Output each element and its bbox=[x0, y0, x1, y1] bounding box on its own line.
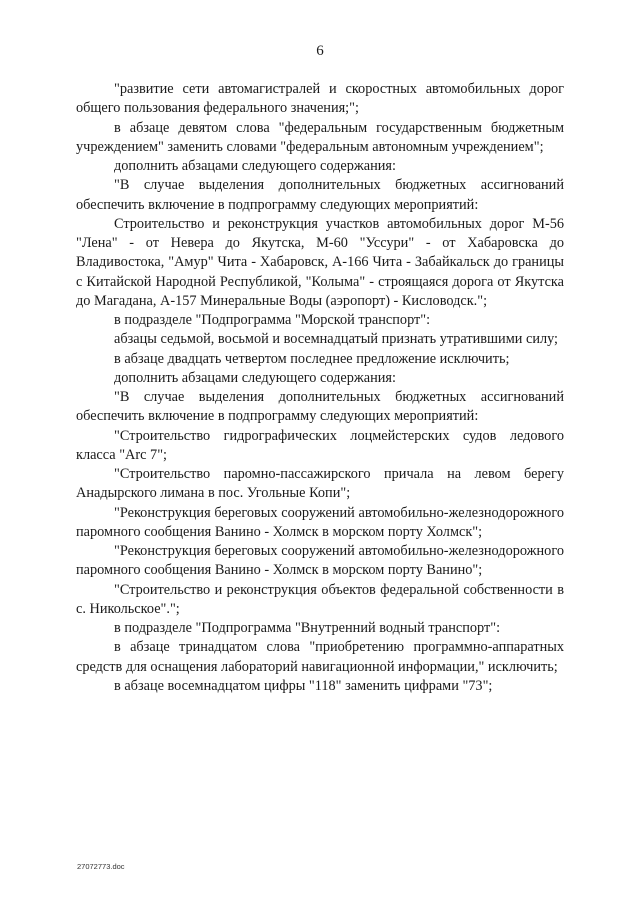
paragraph-14: "Реконструкция береговых сооружений автомобильно-железнодорожного паромного сообщения Ванино - Холмск в морском порту Ванино"; bbox=[76, 543, 564, 579]
paragraph-17: в абзаце тринадцатом слова "приобретению программно-аппаратных средств для оснащения лабораторий навигационной информации," исключить; bbox=[76, 639, 564, 675]
paragraph-9: дополнить абзацами следующего содержания: bbox=[114, 369, 396, 386]
file-name-footer: 27072773.doc bbox=[77, 862, 125, 871]
paragraph-16: в подразделе "Подпрограмма "Внутренний водный транспорт": bbox=[114, 620, 501, 636]
paragraph-4: "В случае выделения дополнительных бюджетных ассигнований обеспечить включение в подпрограмму следующих мероприятий: bbox=[76, 177, 564, 213]
paragraph-2: в абзаце девятом слова "федеральным государственным бюджетным учреждением" заменить словами "федеральным автономным учреждением"; bbox=[76, 119, 564, 155]
paragraph-8: в абзаце двадцать четвертом последнее предложение исключить; bbox=[114, 350, 510, 367]
paragraph-7: абзацы седьмой, восьмой и восемнадцатый признать утратившими силу; bbox=[114, 331, 559, 348]
document-body bbox=[76, 80, 564, 696]
paragraph-3: дополнить абзацами следующего содержания: bbox=[114, 158, 396, 174]
paragraph-6: в подразделе "Подпрограмма "Морской транспорт": bbox=[114, 312, 431, 328]
paragraph-5: Строительство и реконструкция участков автомобильных дорог М-56 "Лена" - от Невера до Якутска, М-60 "Уссури" - от Хабаровска до Владивостока, "Амур" Чита - Хабаровск, А-166 Чита - Забайкальск до границы с Китайской Народной Республикой, "Колыма" - строящаяся дорога от Якутска до Магадана, А-157 Минеральные Воды (аэропорт) - Кисловодск."; bbox=[76, 215, 564, 309]
paragraph-11: "Строительство гидрографических лоцмейстерских судов ледового класса "Arc 7"; bbox=[76, 427, 564, 463]
paragraph-13: "Реконструкция береговых сооружений автомобильно-железнодорожного паромного сообщения Ванино - Холмск в морском порту Холмск"; bbox=[76, 504, 564, 540]
paragraph-15: "Строительство и реконструкция объектов федеральной собственности в с. Никольское"."; bbox=[76, 581, 564, 617]
paragraph-18: в абзаце восемнадцатом цифры "118" заменить цифрами "73"; bbox=[114, 677, 493, 694]
paragraph-1: "развитие сети автомагистралей и скоростных автомобильных дорог общего пользования федерального значения;"; bbox=[76, 81, 564, 117]
paragraph-12: "Строительство паромно-пассажирского причала на левом берегу Анадырского лимана в пос. Угольные Копи"; bbox=[76, 466, 564, 502]
paragraph-10: "В случае выделения дополнительных бюджетных ассигнований обеспечить включение в подпрограмму следующих мероприятий: bbox=[76, 389, 564, 425]
page-number: 6 bbox=[316, 43, 324, 59]
